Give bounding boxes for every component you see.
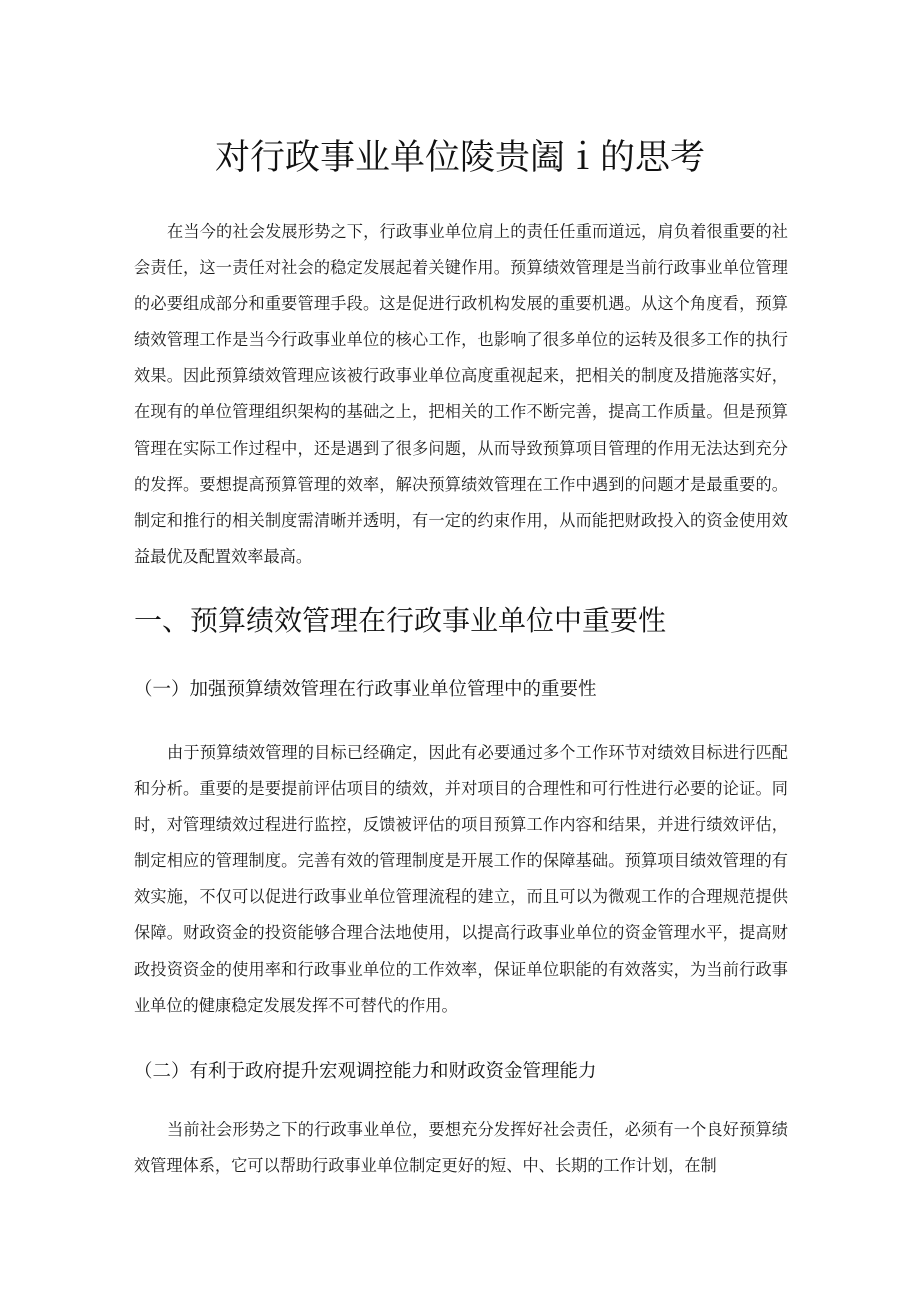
subsection-2-heading: （二）有利于政府提升宏观调控能力和财政资金管理能力 [134, 1061, 597, 1082]
document-title: 对行政事业单位陵贵阖ｉ的思考 [214, 138, 705, 178]
subsection-1-heading: （一）加强预算绩效管理在行政事业单位管理中的重要性 [134, 679, 597, 700]
section-1-heading: 一、预算绩效管理在行政事业单位中重要性 [134, 604, 667, 637]
intro-paragraph: 在当今的社会发展形势之下，行政事业单位肩上的责任任重而道远，肩负着很重要的社会责任，这一责任对社会的稳定发展起着关键作用。预算绩效管理是当前行政事业单位管理的必要组成部分和重要管理手段。这是促进行政机构发展的重要机遇。从这个角度看，预算绩效管理工作是当今行政事业单位的核心工作，也影响了很多单位的运转及很多工作的执行效果。因此预算绩效管理应该被行政事业单位高度重视起来，把相关的制度及措施落实好，在现有的单位管理组织架构的基础之上，把相关的工作不断完善，提高工作质量。但是预算管理在实际工作过程中，还是遇到了很多问题，从而导致预算项目管理的作用无法达到充分的发挥。要想提高预算管理的效率，解决预算绩效管理在工作中遇到的问题才是最重要的。制定和推行的相关制度需清晰并透明，有一定的约束作用，从而能把财政投入的资金使用效益最优及配置效率最高。 [134, 222, 788, 566]
subsection-2-paragraph: 当前社会形势之下的行政事业单位，要想充分发挥好社会责任，必须有一个良好预算绩效管理体系，它可以帮助行政事业单位制定更好的短、中、长期的工作计划，在制 [134, 1120, 788, 1176]
subsection-1-paragraph: 由于预算绩效管理的目标已经确定，因此有必要通过多个工作环节对绩效目标进行匹配和分析。重要的是要提前评估项目的绩效，并对项目的合理性和可行性进行必要的论证。同时，对管理绩效过程进行监控，反馈被评估的项目预算工作内容和结果，并进行绩效评估，制定相应的管理制度。完善有效的管理制度是开展工作的保障基础。预算项目绩效管理的有效实施，不仅可以促进行政事业单位管理流程的建立，而且可以为微观工作的合理规范提供保障。财政资金的投资能够合理合法地使用，以提高行政事业单位的资金管理水平，提高财政投资资金的使用率和行政事业单位的工作效率，保证单位职能的有效落实，为当前行政事业单位的健康稳定发展发挥不可替代的作用。 [134, 743, 788, 1015]
